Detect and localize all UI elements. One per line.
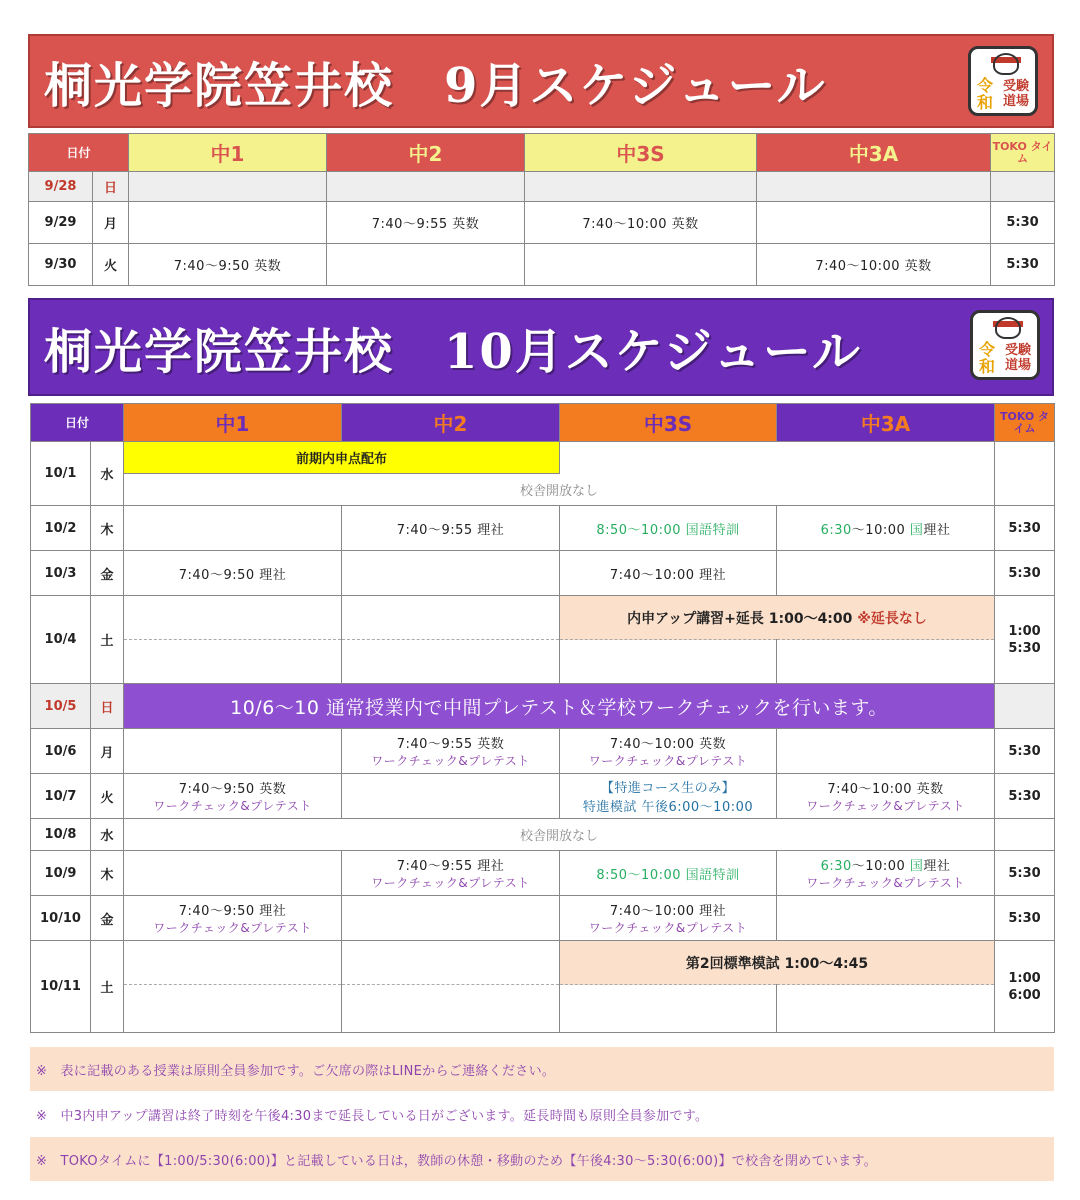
note-extension: ※ 中3内申アップ講習は終了時刻を午後4:30まで延長している日がございます。延長時間も原則全員参加です。 xyxy=(36,1108,709,1124)
cell-toko: 5:30 xyxy=(995,774,1055,819)
note-toko-time: ※ TOKOタイムに【1:00/5:30(6:00)】と記載している日は，教師の休憩・移動のため【午後4:30〜5:30(6:00)】で校舎を閉めています。 xyxy=(30,1137,1054,1181)
row-date: 9/28 xyxy=(29,172,93,202)
row-date: 10/9 xyxy=(31,851,91,896)
cell-toko: 1:00 6:00 xyxy=(995,941,1055,1033)
cell-grade3s: 7:40〜10:00 理社 xyxy=(560,551,777,596)
row-date: 10/1 xyxy=(31,442,91,506)
cell-grade1: 7:40〜9:50 英数 xyxy=(129,244,327,286)
table-row xyxy=(31,851,1055,896)
row-date: 10/6 xyxy=(31,729,91,774)
table-row xyxy=(31,774,1055,819)
row-weekday: 土 xyxy=(91,596,124,684)
table-row xyxy=(31,819,1055,851)
cell-grade3s: 7:40〜10:00 英数 ワークチェック&プレテスト xyxy=(560,729,777,774)
row-weekday: 水 xyxy=(91,819,124,851)
row-weekday: 水 xyxy=(91,442,124,506)
cell-grade3a xyxy=(777,729,995,774)
row-weekday: 土 xyxy=(91,941,124,1033)
header-grade3s: 中3S xyxy=(525,134,757,172)
row-weekday: 日 xyxy=(93,172,129,202)
cell-toko: 5:30 xyxy=(995,506,1055,551)
cell-grade1 xyxy=(124,851,342,896)
cell-grade3s xyxy=(525,172,757,202)
cell-grade1: 7:40〜9:50 英数 ワークチェック&プレテスト xyxy=(124,774,342,819)
cell-grade2 xyxy=(342,551,560,596)
september-header-row xyxy=(29,134,1055,172)
cell-grade3a: 7:40〜10:00 英数 xyxy=(757,244,991,286)
row-date: 10/3 xyxy=(31,551,91,596)
table-row xyxy=(29,202,1055,244)
row-weekday: 月 xyxy=(91,729,124,774)
table-row xyxy=(31,941,1055,985)
header-grade1: 中1 xyxy=(129,134,327,172)
face-icon xyxy=(993,53,1019,75)
event-standard-mock-exam: 第2回標準模試 1:00〜4:45 xyxy=(560,941,995,985)
cell-grade1 xyxy=(129,172,327,202)
table-row xyxy=(31,640,1055,684)
header-grade2: 中2 xyxy=(342,404,560,442)
cell-grade3a xyxy=(757,202,991,244)
row-date: 9/30 xyxy=(29,244,93,286)
note-attendance: ※ 表に記載のある授業は原則全員参加です。ご欠席の際はLINEからご連絡ください。 xyxy=(30,1047,1054,1091)
cell-grade1 xyxy=(124,729,342,774)
table-row xyxy=(31,474,1055,506)
cell-grade3s: 7:40〜10:00 英数 xyxy=(525,202,757,244)
juken-dojo-logo: 令和 受験道場 xyxy=(970,310,1040,380)
row-date: 10/11 xyxy=(31,941,91,1033)
table-row xyxy=(29,172,1055,202)
row-date: 10/10 xyxy=(31,896,91,941)
row-weekday: 木 xyxy=(91,851,124,896)
face-icon xyxy=(995,317,1021,339)
cell-toko: 5:30 xyxy=(995,851,1055,896)
cell-toko: 5:30 xyxy=(995,896,1055,941)
event-naishin-up-course: 内申アップ講習+延長 1:00〜4:00 ※延長なし xyxy=(560,596,995,640)
september-schedule-table xyxy=(28,133,1055,286)
cell-grade1: 7:40〜9:50 理社 ワークチェック&プレテスト xyxy=(124,896,342,941)
cell-toko: 5:30 xyxy=(991,202,1055,244)
header-grade1: 中1 xyxy=(124,404,342,442)
cell-grade2: 7:40〜9:55 理社 ワークチェック&プレテスト xyxy=(342,851,560,896)
cell-grade3s: 8:50〜10:00 国語特訓 xyxy=(560,851,777,896)
cell-grade3s: 8:50〜10:00 国語特訓 xyxy=(560,506,777,551)
header-grade3a: 中3A xyxy=(777,404,995,442)
row-weekday: 金 xyxy=(91,551,124,596)
october-title: 桐光学院笠井校 10月スケジュール xyxy=(44,323,862,380)
cell-grade3a xyxy=(757,172,991,202)
row-weekday: 木 xyxy=(91,506,124,551)
cell-toko: 5:30 xyxy=(991,244,1055,286)
row-date: 10/5 xyxy=(31,684,91,729)
row-weekday: 火 xyxy=(93,244,129,286)
cell-grade2 xyxy=(342,774,560,819)
cell-grade3s xyxy=(525,244,757,286)
september-banner xyxy=(28,34,1054,128)
juken-dojo-logo: 令和 受験道場 xyxy=(968,46,1038,116)
cell-grade3a: 6:30〜10:00 国理社 xyxy=(777,506,995,551)
header-toko: TOKO タイム xyxy=(995,404,1055,442)
october-schedule-table xyxy=(30,403,1055,1033)
october-banner xyxy=(28,298,1054,396)
cell-toko: 5:30 xyxy=(995,551,1055,596)
cell-grade2: 7:40〜9:55 英数 ワークチェック&プレテスト xyxy=(342,729,560,774)
cell-grade3a xyxy=(777,896,995,941)
cell-toko: 5:30 xyxy=(995,729,1055,774)
pretest-announcement-banner: 10/6〜10 通常授業内で中間プレテスト＆学校ワークチェックを行います。 xyxy=(124,684,995,729)
cell-toko: 1:00 5:30 xyxy=(995,596,1055,684)
header-grade3a: 中3A xyxy=(757,134,991,172)
row-date: 10/4 xyxy=(31,596,91,684)
cell-grade3s: 【特進コース生のみ】 特進模試 午後6:00〜10:00 xyxy=(560,774,777,819)
header-grade3s: 中3S xyxy=(560,404,777,442)
cell-grade2 xyxy=(327,172,525,202)
cell-grade1 xyxy=(129,202,327,244)
cell-grade2 xyxy=(342,896,560,941)
table-row xyxy=(31,596,1055,640)
row-date: 9/29 xyxy=(29,202,93,244)
row-weekday: 金 xyxy=(91,896,124,941)
row-weekday: 火 xyxy=(91,774,124,819)
table-row xyxy=(31,684,1055,729)
table-row xyxy=(31,442,1055,474)
closed-notice: 校舎開放なし xyxy=(124,474,995,506)
table-row xyxy=(29,244,1055,286)
cell-grade3s: 7:40〜10:00 理社 ワークチェック&プレテスト xyxy=(560,896,777,941)
cell-grade2: 7:40〜9:55 理社 xyxy=(342,506,560,551)
header-date: 日付 xyxy=(29,134,129,172)
header-toko: TOKO タイム xyxy=(991,134,1055,172)
header-date: 日付 xyxy=(31,404,124,442)
september-title: 桐光学院笠井校 9月スケジュール xyxy=(44,57,827,114)
row-date: 10/2 xyxy=(31,506,91,551)
table-row xyxy=(31,985,1055,1033)
cell-grade2: 7:40〜9:55 英数 xyxy=(327,202,525,244)
cell-grade3a xyxy=(777,551,995,596)
event-naishin-distribution: 前期内申点配布 xyxy=(124,442,560,474)
row-weekday: 日 xyxy=(91,684,124,729)
cell-grade1: 7:40〜9:50 理社 xyxy=(124,551,342,596)
table-row xyxy=(31,896,1055,941)
cell-grade1 xyxy=(124,506,342,551)
table-row xyxy=(31,551,1055,596)
cell-toko xyxy=(991,172,1055,202)
row-date: 10/8 xyxy=(31,819,91,851)
closed-notice: 校舎開放なし xyxy=(124,819,995,851)
table-row xyxy=(31,729,1055,774)
table-row xyxy=(31,506,1055,551)
cell-grade3a: 7:40〜10:00 英数 ワークチェック&プレテスト xyxy=(777,774,995,819)
header-grade2: 中2 xyxy=(327,134,525,172)
row-weekday: 月 xyxy=(93,202,129,244)
cell-grade2 xyxy=(327,244,525,286)
october-header-row xyxy=(31,404,1055,442)
cell-grade3a: 6:30〜10:00 国理社 ワークチェック&プレテスト xyxy=(777,851,995,896)
row-date: 10/7 xyxy=(31,774,91,819)
